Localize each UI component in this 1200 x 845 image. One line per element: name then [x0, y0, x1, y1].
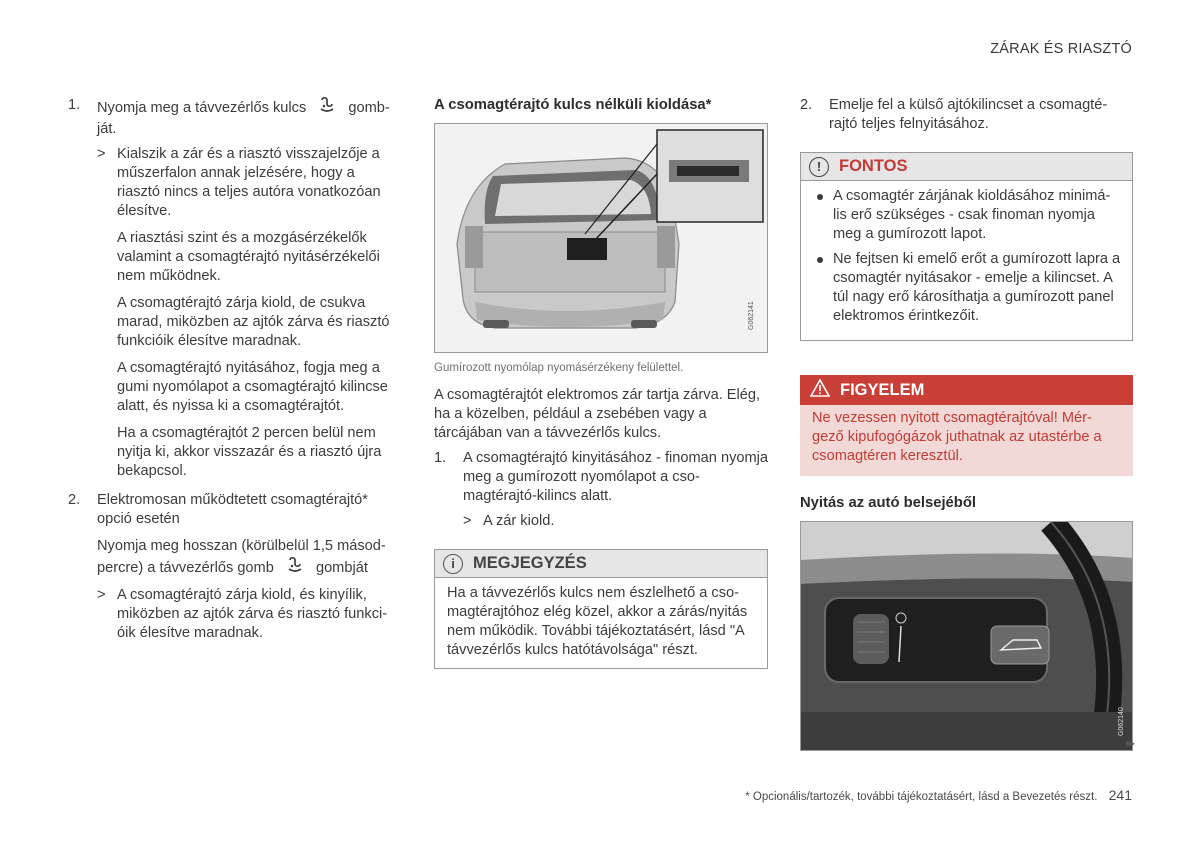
step-number: 1.: [434, 450, 447, 466]
step-result: [97, 145, 398, 481]
step-text: [97, 96, 398, 139]
step-text-part: gomb-: [348, 100, 390, 116]
column-left: [68, 96, 398, 643]
section-title: ZÁRAK ÉS RIASZTÓ: [990, 41, 1132, 57]
result-text: A zár kiold.: [483, 513, 555, 529]
info-icon: i: [443, 554, 463, 574]
step-2: [800, 96, 1133, 134]
note-box: [434, 549, 768, 669]
result-text: Kialszik a zár és a riasztó visszajelzője a műszerfalon annak jelzésére, hogy a riasztó nincs a teljes autóra vonatkozóan élesítve.: [117, 146, 381, 219]
exclamation-icon: !: [809, 157, 829, 177]
result-marker: >: [97, 587, 106, 603]
intro-text: A csomagtérajtót elektromos zár tartja zárva. Elég, ha a közelben, például a zsebében vagy a tárcájában van a távvezérlős kulcs.: [434, 387, 761, 441]
list-item-text: Ne fejtsen ki emelő erőt a gumírozott lapra a csomagtér nyitásakor - emelje a kilincset. A túl nagy erő károsíthatja a gumírozott panel elektromos érintkezőit.: [833, 251, 1121, 324]
bullet-icon: [817, 257, 823, 263]
interior-panel-illustration: [801, 522, 1133, 750]
warning-triangle-icon: [810, 379, 830, 402]
step-text: Emelje fel a külső ajtókilincset a csomagté-rajtó teljes felnyitásához.: [829, 97, 1108, 132]
bullet-icon: [817, 194, 823, 200]
list-item: [813, 250, 1122, 326]
result-marker: >: [463, 513, 472, 529]
step-result: [97, 586, 398, 643]
step-number: 1.: [68, 97, 81, 113]
paragraph: [97, 537, 398, 580]
step-1: [434, 449, 768, 531]
important-list: [801, 181, 1132, 340]
warning-title-bar: [800, 375, 1133, 405]
paragraph-part: Nyomja meg hosszan (körülbelül 1,5 másod-: [97, 538, 386, 554]
step-result: [463, 512, 768, 531]
warning-box: [800, 375, 1133, 476]
section-heading: Nyitás az autó belsejéből: [800, 495, 976, 511]
paragraph: A riasztási szint és a mozgásérzékelők valamint a csomagtérajtó nyitásérzékelői nem működnek.: [117, 230, 380, 284]
image-code: G062141: [748, 301, 755, 330]
step-number: 2.: [68, 492, 81, 508]
car-rear-illustration: [435, 124, 767, 352]
step-1: [68, 96, 398, 481]
step-text-part: Nyomja meg a távvezérlős kulcs: [97, 100, 307, 116]
paragraph: Ha a csomagtérajtót 2 percen belül nem nyitja ki, akkor visszazár és a riasztó újra bekapcsol.: [117, 425, 382, 479]
trunk-unlock-key-icon: [310, 96, 344, 120]
result-marker: >: [97, 146, 106, 162]
paragraph: A csomagtérajtó zárja kiold, de csukva marad, miközben az ajtók zárva és riasztó funkcióik élesítve maradnak.: [117, 295, 390, 349]
important-title-bar: [801, 153, 1132, 181]
image-caption: Gumírozott nyomólap nyomásérzékeny felülettel.: [434, 362, 684, 374]
column-middle: [434, 96, 768, 669]
result-text: A csomagtérajtó zárja kiold, és kinyílik, miközben az ajtók zárva és riasztó funkci-óik élesítve maradnak.: [117, 587, 388, 641]
important-box: [800, 152, 1133, 341]
list-item-text: A csomagtér zárjának kioldásához minimá-lis erő szükséges - csak finoman nyomja meg a gumírozott lapot.: [833, 188, 1111, 242]
warning-title: FIGYELEM: [840, 380, 925, 399]
trunk-unlock-key-icon: [278, 556, 312, 580]
note-body: Ha a távvezérlős kulcs nem észlelhető a cso-magtérajtóhoz elég közel, akkor a zárás/nyitás nem működik. További tájékoztatásért, lásd "A távvezérlős kulcs hatótávolsága" részt.: [447, 585, 748, 658]
warning-body: Ne vezessen nyitott csomagtérajtóval! Mér-gező kipufogógázok juthatnak az utastérbe a csomagtéren keresztül.: [800, 405, 1133, 476]
section-heading: A csomagtérajtó kulcs nélküli kioldása*: [434, 97, 712, 113]
step-text: A csomagtérajtó kinyitásához - finoman nyomja meg a gumírozott nyomólapot a cso-magtérajtó-kilincs alatt.: [463, 450, 768, 504]
note-title: MEGJEGYZÉS: [473, 554, 587, 572]
tailgate-image: [434, 123, 768, 353]
step-number: 2.: [800, 97, 813, 113]
image-code: G062140: [1118, 707, 1125, 736]
list-item: [813, 187, 1122, 244]
footer: [745, 786, 1132, 807]
footnote-text: * Opcionális/tartozék, további tájékoztatásért, lásd a Bevezetés részt.: [745, 791, 1098, 803]
paragraph: A csomagtérajtó nyitásához, fogja meg a gumi nyomólapot a csomagtérajtó kilincse alatt, és nyissa ki a csomagtérajtót.: [117, 360, 388, 414]
column-right: [800, 96, 1133, 751]
page-number: 241: [1108, 787, 1132, 803]
step-text-part: ját.: [97, 121, 117, 137]
step-2: [68, 491, 398, 643]
step-text: Elektromosan működtetett csomagtérajtó* opció esetén: [97, 492, 368, 527]
important-title: FONTOS: [839, 157, 908, 175]
continue-arrows-icon: ▸▸: [1125, 736, 1132, 750]
paragraph-part: percre) a távvezérlős gomb: [97, 560, 274, 576]
paragraph-part: gombját: [315, 560, 368, 576]
note-title-bar: [435, 550, 767, 578]
interior-button-image: [800, 521, 1133, 751]
